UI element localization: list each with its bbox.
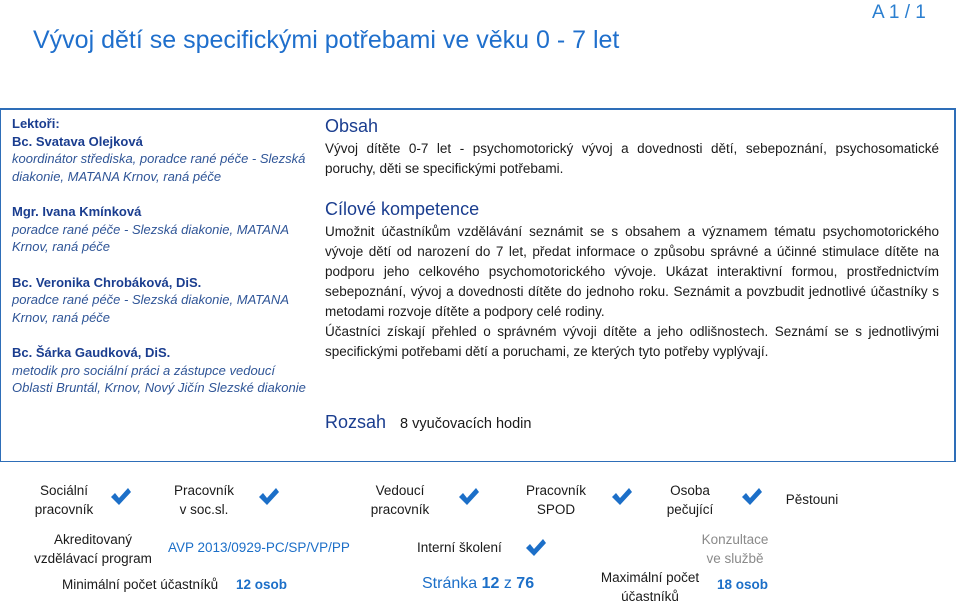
max-participants-label-line: účastníků [621, 589, 679, 604]
target-label: Pracovník [173, 483, 235, 498]
consultation-label-line: ve službě [706, 551, 764, 566]
target-social-services-worker [166, 481, 242, 519]
max-participants-value: 18 osob [717, 577, 769, 592]
scope-value: 8 vyučovacích hodin [400, 416, 532, 432]
lecturer-name: Mgr. Ivana Kmínková [12, 204, 142, 219]
accreditation-label-line: vzdělávací program [34, 551, 152, 566]
target-manager [362, 481, 438, 519]
lecturer-name: Bc. Veronika Chrobáková, DiS. [12, 274, 202, 290]
page-indicator [422, 575, 534, 593]
min-participants-value: 12 osob [236, 577, 288, 592]
checkmark-icon [741, 487, 763, 507]
target-label: pracovník [34, 502, 94, 517]
accreditation-code: AVP 2013/0929-PC/SP/VP/PP [168, 540, 350, 555]
lecturer-role: koordinátor střediska, poradce rané péče - Slezská diakonie, MATANA Krnov, raná péče [12, 151, 306, 184]
checkmark-icon [458, 487, 480, 507]
accreditation-label [28, 530, 158, 568]
target-label: Pěstouni [785, 492, 839, 507]
lecturers-label: Lektoři: [12, 116, 60, 131]
competences-text-2: Účastníci získají přehled o správném vývoji dítěte a jeho odlišnostech. Seznámí se s jednotlivými specifickými potřebami dětí a poruchami, ze kterých tyto potřeby vyplývají. [325, 324, 939, 359]
internal-training-label: Interní školení [417, 540, 502, 555]
checkmark-icon [611, 487, 633, 507]
lecturer-item [12, 274, 312, 327]
competences-heading: Cílové kompetence [325, 199, 480, 219]
target-label: pečující [666, 502, 714, 517]
accreditation-label-line: Akreditovaný [53, 532, 133, 547]
scope [325, 412, 531, 433]
consultation-label-line: Konzultace [701, 532, 769, 547]
lecturer-role: metodik pro sociální práci a zástupce vedoucí Oblasti Bruntál, Krnov, Nový Jičín Slezské diakonie [12, 362, 306, 395]
lecturer-role: poradce rané péče - Slezská diakonie, MATANA Krnov, raná péče [12, 292, 289, 325]
lecturer-item [12, 344, 312, 397]
target-label: SPOD [536, 502, 576, 517]
lecturer-item [12, 203, 312, 256]
target-caregiver [654, 481, 726, 519]
checkmark-icon [525, 538, 547, 558]
target-label: Sociální [39, 483, 89, 498]
lecturers-panel [12, 115, 312, 397]
lecturer-item [12, 133, 312, 186]
page-current: 12 [481, 575, 500, 592]
page-prefix: Stránka [422, 575, 478, 592]
target-label: Pracovník [525, 483, 587, 498]
min-participants-label: Minimální počet účastníků [62, 577, 219, 592]
lecturer-role: poradce rané péče - Slezská diakonie, MATANA Krnov, raná péče [12, 221, 289, 254]
page-separator: z [503, 575, 512, 592]
competences-text: Umožnit účastníkům vzdělávání seznámit se s obsahem a významem tématu psychomotorického vývoje dětí od narození do 7 let, předat informace o způsobu správné a účinné stimulace dítěte na podporu jeho celkového psychomotorického vývoje. Ukázat interaktivní formou, prostřednictvím sebepoznání, vývoj a dovednosti dítěte do jednoho roku. Seznámit a povzbudit jednotlivé účastníky s metodami rozvoje dítěte a podpory celé rodiny. [325, 224, 939, 319]
target-social-worker [28, 481, 100, 519]
page-total: 76 [516, 575, 535, 592]
checkmark-icon [258, 487, 280, 507]
content-heading: Obsah [325, 116, 379, 136]
max-participants-label [590, 568, 710, 606]
target-label: Vedoucí [375, 483, 425, 498]
target-label: pracovník [370, 502, 430, 517]
target-label: v soc.sl. [179, 502, 229, 517]
max-participants-label-line: Maximální počet [600, 570, 700, 585]
scope-label: Rozsah [325, 412, 387, 432]
page-title: Vývoj dětí se specifickými potřebami ve věku 0 - 7 let [33, 26, 620, 54]
target-foster-parents [780, 490, 844, 509]
content-text: Vývoj dítěte 0-7 let - psychomotorický vývoj a dovednosti dětí, sebepoznání, psychosomatické poruchy, děti se specifickými potřebami. [325, 141, 939, 176]
target-spod-worker [516, 481, 596, 519]
page-code: A 1 / 1 [872, 2, 926, 23]
target-label: Osoba [670, 483, 710, 498]
lecturer-name: Bc. Šárka Gaudková, DiS. [12, 345, 171, 360]
consultation-label [695, 530, 775, 568]
lecturer-name: Bc. Svatava Olejková [12, 133, 143, 149]
content-panel [325, 116, 939, 362]
checkmark-icon [110, 487, 132, 507]
